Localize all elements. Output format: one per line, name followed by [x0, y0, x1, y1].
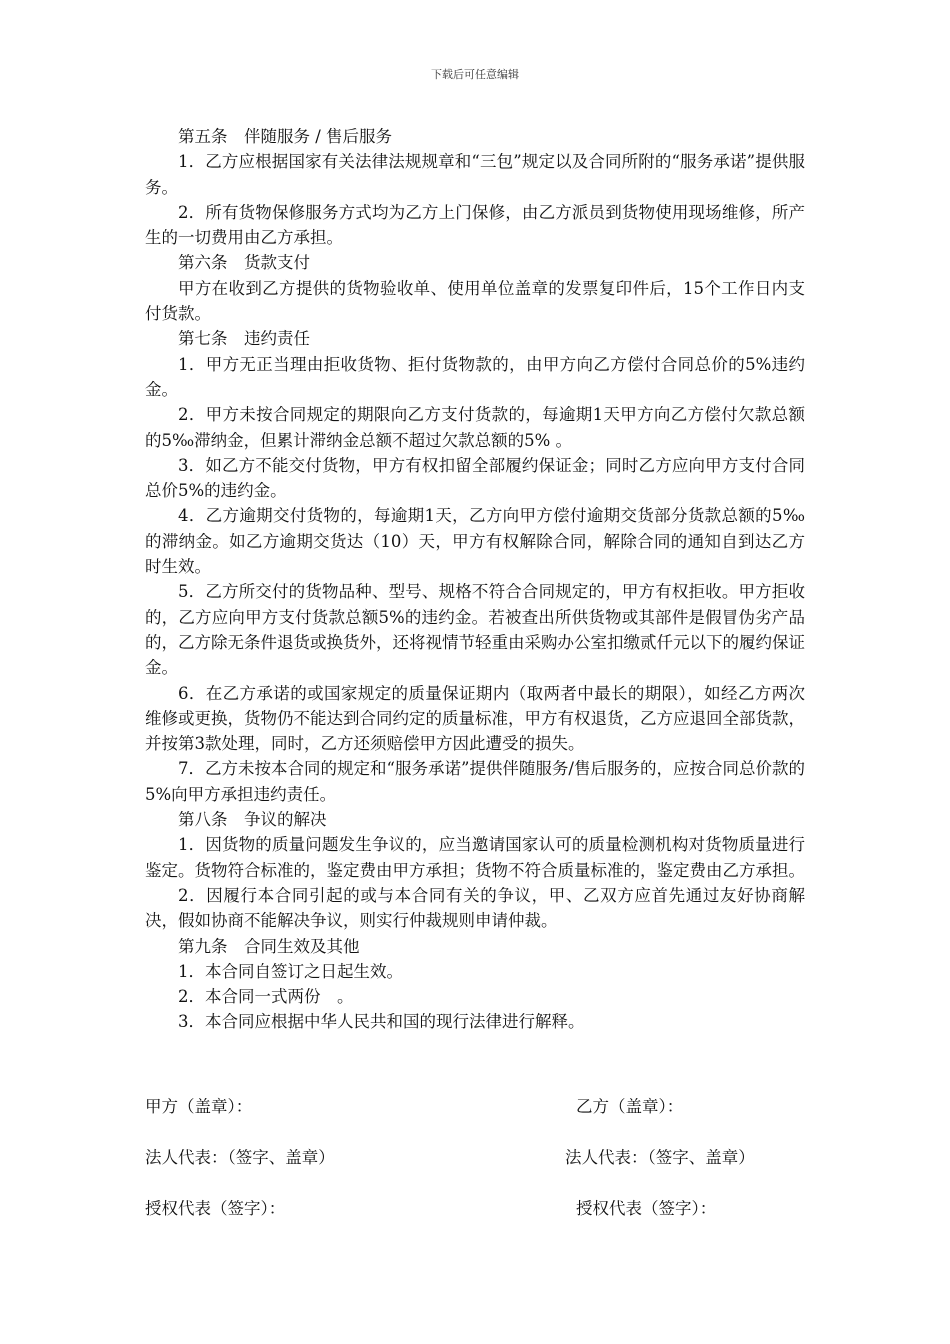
article-5-clause-2: 2．所有货物保修服务方式均为乙方上门保修，由乙方派员到货物使用现场维修，所产生的一切费用由乙方承担。 — [145, 202, 805, 248]
article-7-clause-7: 7．乙方未按本合同的规定和“服务承诺”提供伴随服务/售后服务的，应按合同总价款的5%向甲方承担违约责任。 — [145, 759, 805, 804]
party-b-seal-label: 乙方（盖章）： — [576, 1097, 684, 1116]
article-5-clause-1: 1．乙方应根据国家有关法律法规规章和“三包”规定以及合同所附的“服务承诺”提供服务。 — [145, 152, 805, 197]
party-a-auth-rep-label: 授权代表（签字）： — [145, 1199, 286, 1218]
article-7-clause-4: 4．乙方逾期交付货物的，每逾期1天，乙方向甲方偿付逾期交货部分货款总额的5‰的滞纳金。如乙方逾期交货达（10）天，甲方有权解除合同，解除合同的通知自到达乙方时生效。 — [145, 506, 805, 577]
article-6-heading: 第六条 货款支付 — [178, 253, 310, 273]
article-9-clause-3: 3．本合同应根据中华人民共和国的现行法律进行解释。 — [178, 1012, 585, 1032]
article-8-clause-1: 1．因货物的质量问题发生争议的，应当邀请国家认可的质量检测机构对货物质量进行鉴定。货物符合标准的，鉴定费由甲方承担；货物不符合质量标准的，鉴定费由乙方承担。 — [145, 835, 805, 880]
seal-row — [145, 1094, 825, 1145]
article-9-heading: 第九条 合同生效及其他 — [178, 936, 360, 956]
article-7-heading: 第七条 违约责任 — [178, 329, 310, 349]
article-7-clause-1: 1．甲方无正当理由拒收货物、拒付货物款的，由甲方向乙方偿付合同总价的5%违约金。 — [145, 354, 805, 399]
page-header-note: 下载后可任意编辑 — [431, 68, 519, 81]
legal-rep-row — [145, 1145, 825, 1196]
party-a-legal-rep-label: 法人代表：（签字、盖章） — [145, 1148, 335, 1167]
article-7-clause-3: 3．如乙方不能交付货物，甲方有权扣留全部履约保证金；同时乙方应向甲方支付合同总价5%的违约金。 — [145, 455, 805, 501]
article-7-clause-5: 5．乙方所交付的货物品种、型号、规格不符合合同规定的，甲方有权拒收。甲方拒收的，乙方应向甲方支付货款总额5%的违约金。若被查出所供货物或其部件是假冒伪劣产品的，乙方除无条件退货或换货外，还将视情节轻重由采购办公室扣缴贰仟元以下的履约保证金。 — [145, 582, 805, 678]
article-8-clause-2: 2．因履行本合同引起的或与本合同有关的争议，甲、乙双方应首先通过友好协商解决，假如协商不能解决争议，则实行仲裁规则申请仲裁。 — [145, 885, 805, 931]
signature-block — [145, 1094, 825, 1247]
party-b-auth-rep-label: 授权代表（签字）： — [576, 1199, 717, 1218]
article-9-clause-2: 2．本合同一式两份 。 — [178, 987, 354, 1007]
article-7-clause-2: 2．甲方未按合同规定的期限向乙方支付货款的，每逾期1天甲方向乙方偿付欠款总额的5‰滞纳金，但累计滞纳金总额不超过欠款总额的5% 。 — [145, 405, 805, 450]
party-a-seal-label: 甲方（盖章）： — [145, 1097, 253, 1116]
article-9-clause-1: 1．本合同自签订之日起生效。 — [178, 961, 403, 981]
auth-rep-row — [145, 1196, 825, 1247]
article-7-clause-6: 6．在乙方承诺的或国家规定的质量保证期内（取两者中最长的期限），如经乙方两次维修或更换，货物仍不能达到合同约定的质量标准，甲方有权退货，乙方应退回全部货款，并按第3款处理，同时，乙方还须赔偿甲方因此遭受的损失。 — [145, 683, 805, 754]
article-6-body: 甲方在收到乙方提供的货物验收单、使用单位盖章的发票复印件后，15个工作日内支付货款。 — [145, 278, 805, 324]
party-b-legal-rep-label: 法人代表：（签字、盖章） — [565, 1148, 755, 1167]
article-5-heading: 第五条 伴随服务 / 售后服务 — [178, 127, 393, 146]
article-8-heading: 第八条 争议的解决 — [178, 810, 327, 830]
contract-body — [145, 124, 805, 1035]
